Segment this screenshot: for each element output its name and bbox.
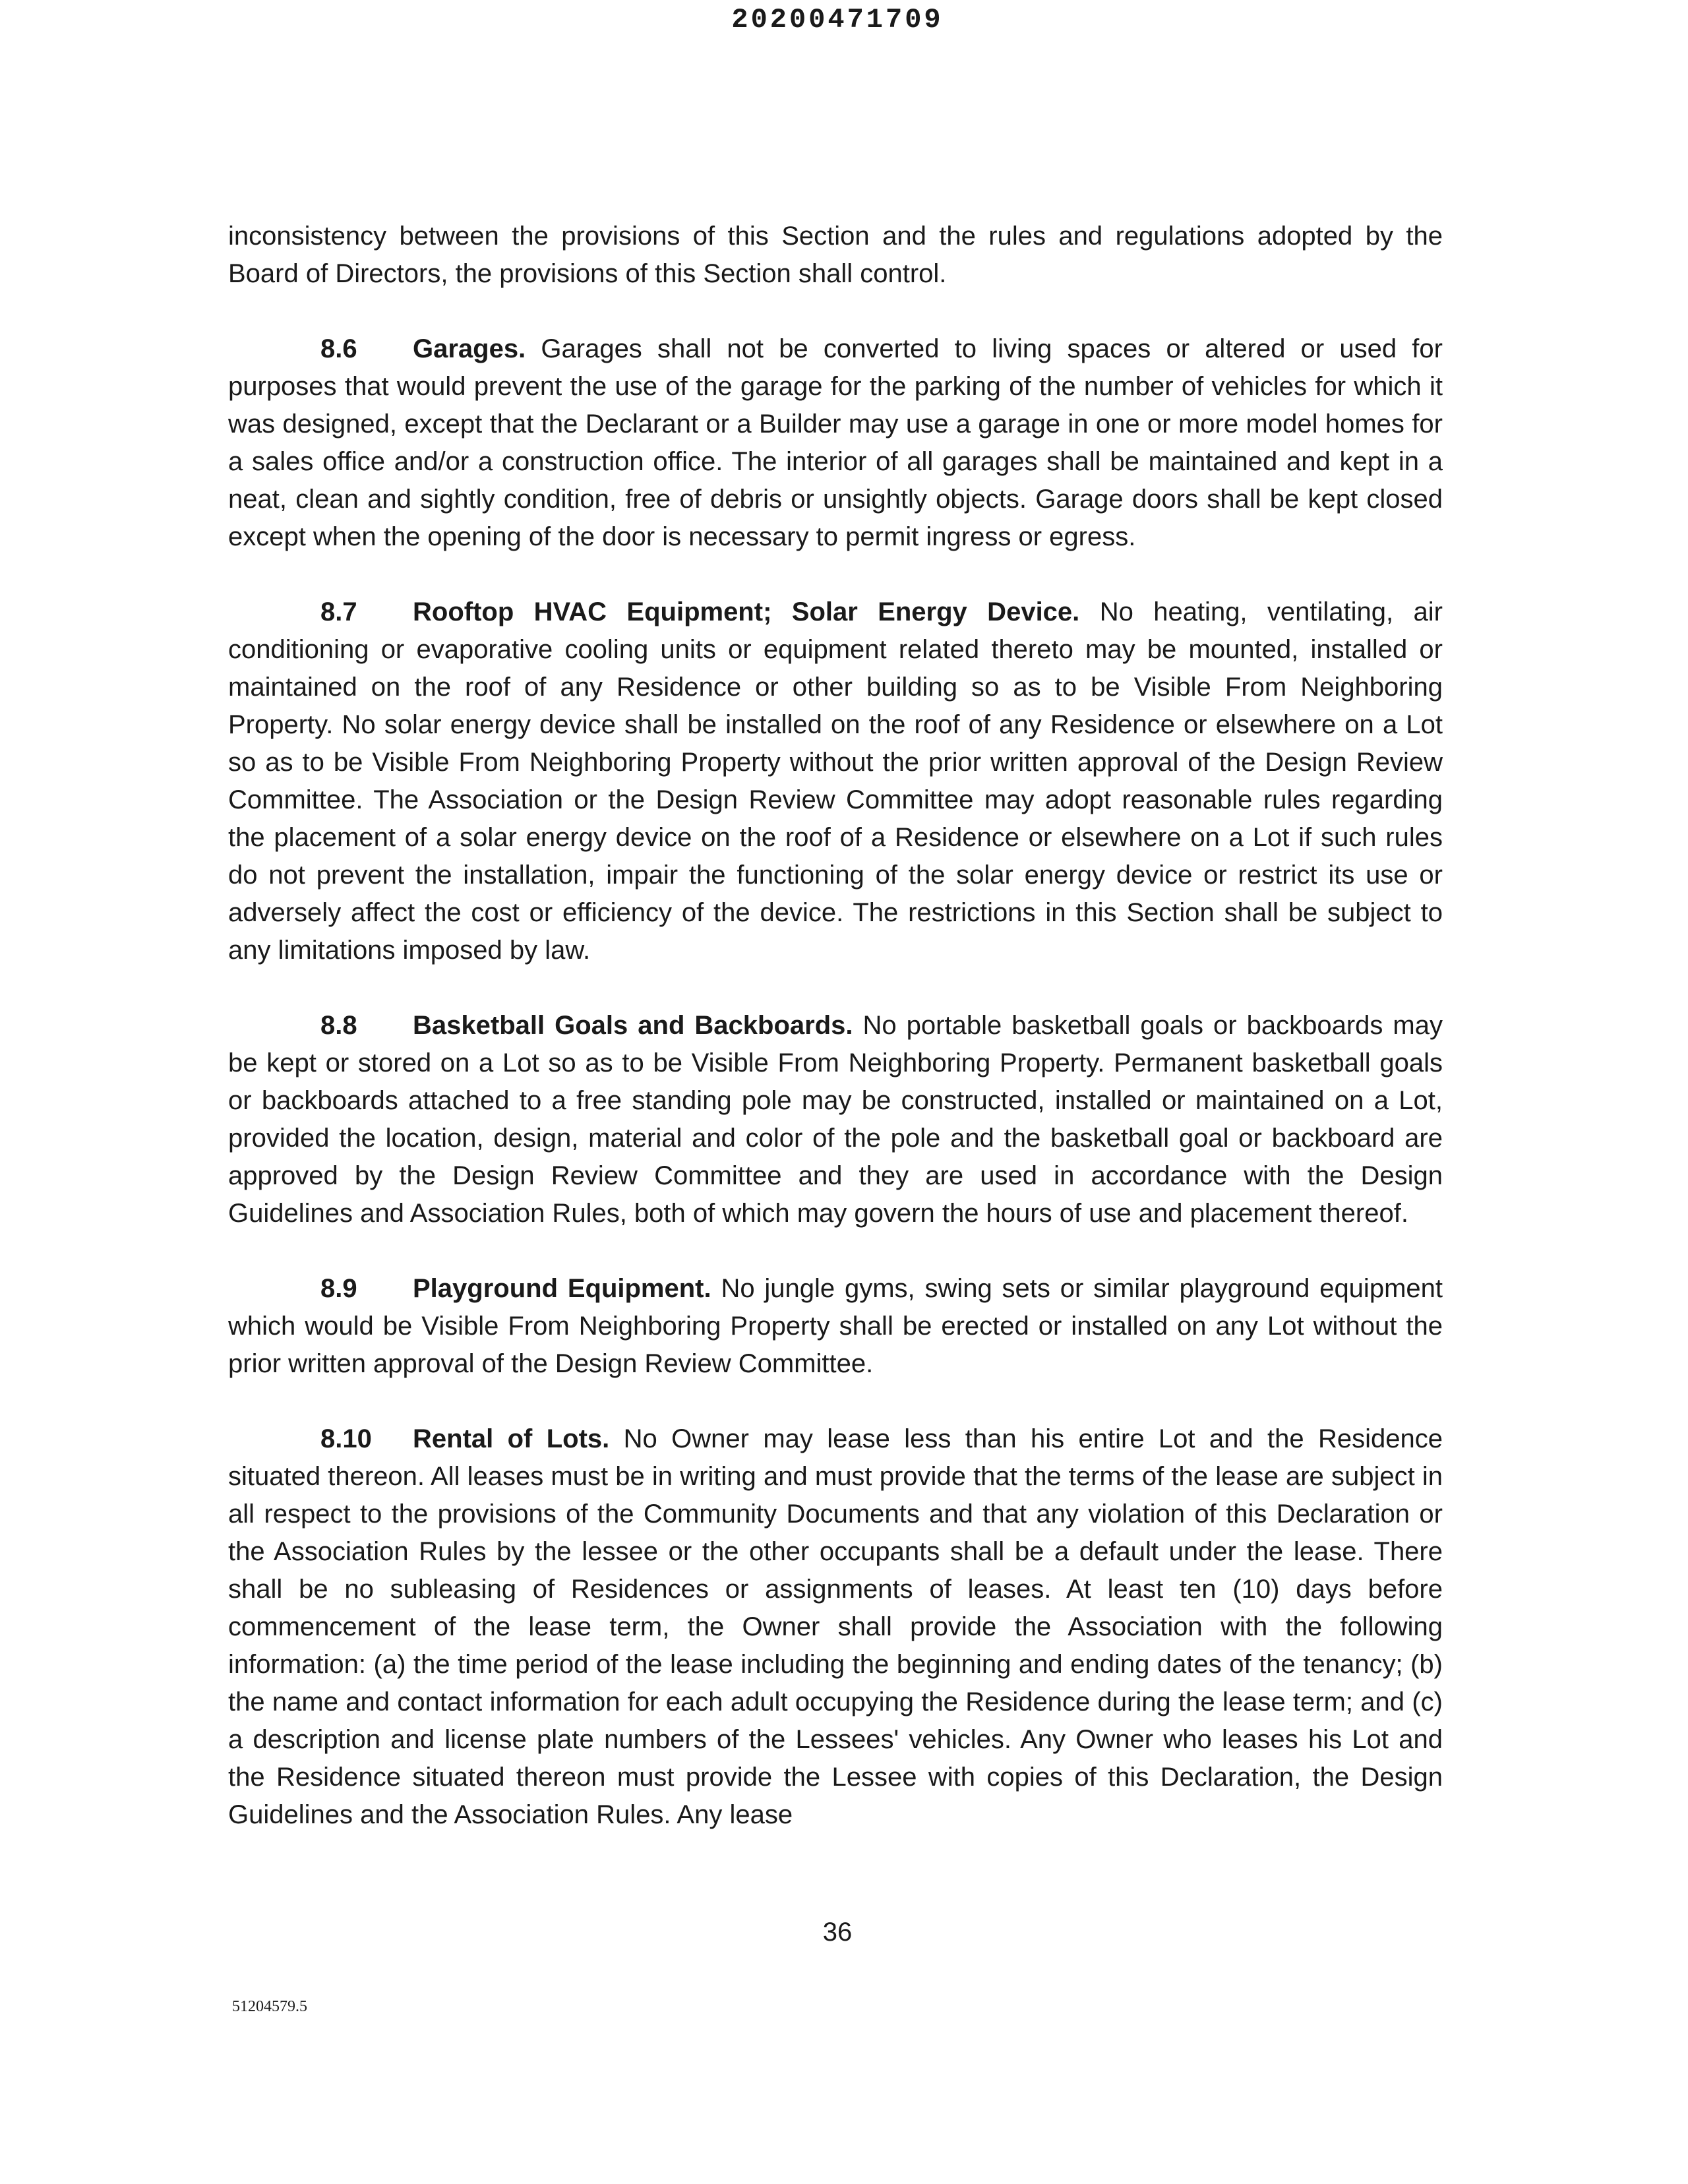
- section-8-6: [228, 330, 1443, 556]
- section-number: 8.9: [320, 1274, 357, 1303]
- section-text: No heating, ventilating, air conditioning or evaporative cooling units or equipment related thereto may be mounted, installed or maintained on the roof of any Residence or other building so as to be Visible From Neighboring Property. No solar energy device shall be installed on the roof of any Residence or elsewhere on a Lot so as to be Visible From Neighboring Property without the prior written approval of the Design Review Committee. The Association or the Design Review Committee may adopt reasonable rules regarding the placement of a solar energy device on the roof of a Residence or elsewhere on a Lot if such rules do not prevent the installation, impair the functioning of the solar energy device or restrict its use or adversely affect the cost or efficiency of the device. The restrictions in this Section shall be subject to any limitations imposed by law.: [228, 597, 1443, 965]
- document-number: 20200471709: [731, 4, 944, 36]
- continuation-paragraph: inconsistency between the provisions of this Section and the rules and regulations adopted by the Board of Directors, the provisions of this Section shall control.: [228, 222, 1443, 288]
- section-title: Rooftop HVAC Equipment; Solar Energy Device.: [413, 597, 1080, 626]
- section-title: Basketball Goals and Backboards.: [413, 1011, 853, 1040]
- section-title: Rental of Lots.: [413, 1424, 610, 1453]
- document-code: 51204579.5: [232, 1998, 307, 2015]
- section-text: No Owner may lease less than his entire Lot and the Residence situated thereon. All leases must be in writing and must provide that the terms of the lease are subject in all respect to the provisions of the Community Documents and that any violation of this Declaration or the Association Rules by the lessee or the other occupants shall be a default under the lease. There shall be no subleasing of Residences or assignments of leases. At least ten (10) days before commencement of the lease term, the Owner shall provide the Association with the following information: (a) the time period of the lease including the beginning and ending dates of the tenancy; (b) the name and contact information for each adult occupying the Residence during the lease term; and (c) a description and license plate numbers of the Lessees' vehicles. Any Owner who leases his Lot and the Residence situated thereon must provide the Lessee with copies of this Declaration, the Design Guidelines and the Association Rules. Any lease: [228, 1424, 1443, 1829]
- section-title: Garages.: [413, 334, 526, 363]
- section-8-8: [228, 1007, 1443, 1232]
- section-number: 8.8: [320, 1011, 357, 1040]
- section-8-10: [228, 1420, 1443, 1834]
- section-number: 8.10: [320, 1424, 372, 1453]
- document-body: [228, 218, 1443, 1834]
- section-text: No jungle gyms, swing sets or similar playground equipment which would be Visible From Neighboring Property shall be erected or installed on any Lot without the prior written approval of the Design Review Committee.: [228, 1274, 1443, 1378]
- section-text: Garages shall not be converted to living spaces or altered or used for purposes that would prevent the use of the garage for the parking of the number of vehicles for which it was designed, except that the Declarant or a Builder may use a garage in one or more model homes for a sales office and/or a construction office. The interior of all garages shall be maintained and kept in a neat, clean and sightly condition, free of debris or unsightly objects. Garage doors shall be kept closed except when the opening of the door is necessary to permit ingress or egress.: [228, 334, 1443, 551]
- section-title: Playground Equipment.: [413, 1274, 711, 1303]
- section-8-7: [228, 593, 1443, 969]
- section-number: 8.6: [320, 334, 357, 363]
- page-number: 36: [822, 1918, 853, 1947]
- section-8-9: [228, 1270, 1443, 1383]
- section-number: 8.7: [320, 597, 357, 626]
- section-text: No portable basketball goals or backboards may be kept or stored on a Lot so as to be Visible From Neighboring Property. Permanent basketball goals or backboards attached to a free standing pole may be constructed, installed or maintained on a Lot, provided the location, design, material and color of the pole and the basketball goal or backboard are approved by the Design Review Committee and they are used in accordance with the Design Guidelines and Association Rules, both of which may govern the hours of use and placement thereof.: [228, 1011, 1443, 1228]
